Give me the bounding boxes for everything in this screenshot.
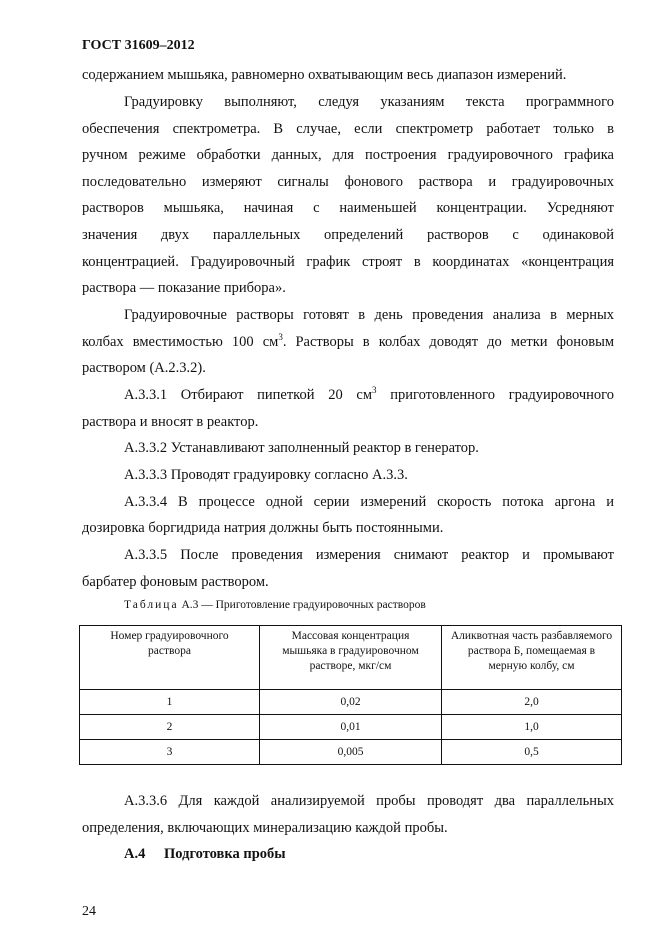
table-caption: Таблица А.3 — Приготовление градуировочных растворов (124, 599, 426, 611)
page-number: 24 (82, 904, 96, 919)
column-header: Номер градуировочного раствора (80, 626, 260, 690)
column-header: Аликвотная часть разбавляемого раствора Б, помещаемая в мерную колбу, см (442, 626, 622, 690)
text-line: А.3.3.2 Устанавливают заполненный реактор в генератор. (124, 440, 479, 456)
text-line: раствором (А.2.3.2). (82, 360, 206, 376)
text-line: раствора и вносят в реактор. (82, 414, 259, 430)
superscript: 3 (372, 385, 377, 395)
text-line: раствора — показание прибора». (82, 280, 286, 296)
text-line: колбах вместимостью 100 $см^3$. Растворы в колбах доводят до метки фоновым (82, 332, 614, 350)
text-line: А.3.3.4 В процессе одной серии измерений скорость потока аргона и (124, 494, 614, 510)
preparation-table (79, 625, 622, 765)
text-line: А.3.3.6 Для каждой анализируемой пробы проводят два параллельных (124, 793, 614, 809)
table-cell: 2 (80, 715, 260, 740)
table-cell: 0,5 (442, 740, 622, 765)
table-cell: 1 (80, 690, 260, 715)
column-header: Массовая концентрация мышьяка в градуировочном растворе, мкг/см (260, 626, 442, 690)
table-cell: 0,005 (260, 740, 442, 765)
table-cell: 2,0 (442, 690, 622, 715)
section-heading: А.4 Подготовка пробы (124, 846, 286, 862)
text-line: барбатер фоновым раствором. (82, 574, 269, 590)
table-cell: 0,02 (260, 690, 442, 715)
text-line: концентрацией. Градуировочный график строят в координатах «концентрация (82, 254, 614, 270)
superscript: 3 (278, 332, 283, 342)
text-line: содержанием мышьяка, равномерно охватывающим весь диапазон измерений. (82, 67, 567, 83)
table-row (80, 740, 622, 765)
text-line: Градуировочные растворы готовят в день проведения анализа в мерных (124, 307, 614, 323)
document-id: ГОСТ 31609–2012 (82, 38, 195, 53)
text-line: последовательно измеряют сигналы фонового раствора и градуировочных (82, 174, 614, 190)
table-cell: 1,0 (442, 715, 622, 740)
text-line: обеспечения спектрометра. В случае, если спектрометр работает только в (82, 121, 614, 137)
text-line: А.3.3.3 Проводят градуировку согласно А.3.3. (124, 467, 408, 483)
text-line: Градуировку выполняют, следуя указаниям текста программного (124, 94, 614, 110)
text-line: дозировка боргидрида натрия должны быть постоянными. (82, 520, 444, 536)
table-row (80, 715, 622, 740)
text-line: А.3.3.1 Отбирают пипеткой 20 $см^3$ приготовленного градуировочного (124, 385, 614, 403)
table-cell: 0,01 (260, 715, 442, 740)
table-row (80, 690, 622, 715)
text-line: растворов мышьяка, начиная с наименьшей концентрации. Усредняют (82, 200, 614, 216)
text-line: А.3.3.5 После проведения измерения снимают реактор и промывают (124, 547, 614, 563)
table-cell: 3 (80, 740, 260, 765)
text-line: определения, включающих минерализацию каждой пробы. (82, 820, 448, 836)
text-line: ручном режиме обработки данных, для построения градуировочного графика (82, 147, 614, 163)
text-line: значения двух параллельных определений растворов с одинаковой (82, 227, 614, 243)
